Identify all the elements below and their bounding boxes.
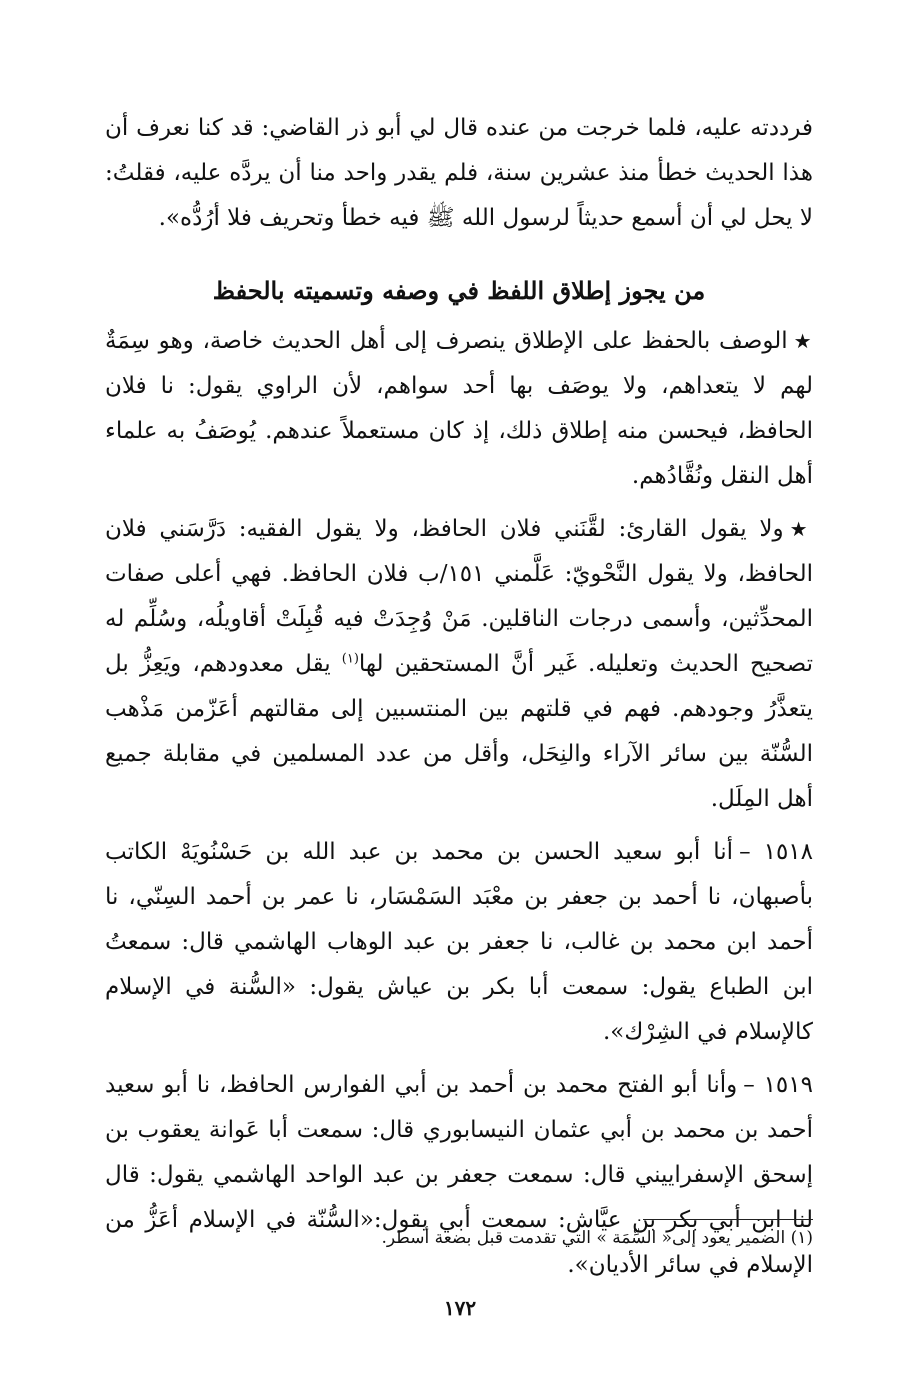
footnote-divider (643, 1219, 813, 1220)
page-number: ١٧٢ (443, 1296, 477, 1320)
hadith-text: أنا أبو سعيد الحسن بن محمد بن عبد الله بن حَسْنُويَهْ الكاتب بأصبهان، نا أحمد بن جعفر بن معْبَد السَمْسَار، نا عمر بن أحمد السِنّي، نا أحمد ابن محمد بن غالب، نا جعفر بن عبد الوهاب الهاشمي قال: سمعتُ ابن الطباع يقول: سمعت أبا بكر بن عياش يقول: «السُّنة في الإسلام كالإسلام في الشِرْك». (105, 839, 813, 1045)
hadith-1518 (105, 830, 813, 1055)
hadith-number: ١٥١٩ – (743, 1072, 813, 1098)
footnote-marker: (١) (341, 651, 359, 667)
footnote: (١) الضمير يعود إلى« السِّمَة » التي تقدمت قبل بضعة أسطر. (381, 1228, 813, 1248)
star-icon: ★ (789, 517, 813, 541)
intro-paragraph: فرددته عليه، فلما خرجت من عنده قال لي أبو ذر القاضي: قد كنا نعرف أن هذا الحديث خطأ منذ عشرين سنة، فلم يقدر واحد منا أن يردَّه عليه، فقلتُ: لا يحل لي أن أسمع حديثاً لرسول الله ﷺ فيه خطأ وتحريف فلا أرُدُّه». (105, 115, 813, 231)
paragraph-rank-text-b: يقل معدودهم، ويَعِزُّ بل يتعذَّرُ وجودهم. فهم في قلتهم بين المنتسبين إلى مقالتهم أعَزّمن مَذْهب السُّنّة بين سائر الآراء والنِحَل، وأقل من عدد المسلمين في مقابلة جميع أهل المِلَل. (105, 651, 813, 812)
page-body (105, 98, 813, 1288)
star-icon: ★ (793, 329, 813, 353)
hadith-text: وأنا أبو الفتح محمد بن أحمد بن أبي الفوارس الحافظ، نا أبو سعيد أحمد بن محمد بن أبي عثمان النيسابوري قال: سمعت أبا عَوانة يعقوب بن إسحق الإسفراييني قال: سمعت جعفر بن عبد الواحد الهاشمي يقول: قال لنا ابن أبي بكر بن عيَّاش: سمعت أبي يقول:«السُّنّة في الإسلام أعَزُّ من الإسلام في سائر الأديان». (105, 1072, 813, 1278)
hadith-1519 (105, 1063, 813, 1288)
section-heading: من يجوز إطلاق اللفظ في وصفه وتسميته بالحفظ (212, 276, 706, 305)
paragraph-hifz-description (105, 319, 813, 499)
paragraph-hifz-text: الوصف بالحفظ على الإطلاق ينصرف إلى أهل الحديث خاصة، وهو سِمَةٌ لهم لا يتعداهم، ولا يوصَف بها أحد سواهم، لأن الراوي يقول: نا فلان الحافظ، فيحسن منه إطلاق ذلك، إذ كان مستعملاً عندهم. يُوصَفُ به علماء أهل النقل ونُقَّادُهم. (105, 328, 813, 489)
hadith-number: ١٥١٨ – (739, 839, 814, 865)
paragraph-hifz-rank (105, 507, 813, 822)
paragraph-rank-text-a: ولا يقول القارئ: لقَّنَني فلان الحافظ، ولا يقول الفقيه: دَرَّسَني فلان الحافظ، ولا يقول النَّحْويّ: عَلَّمني ١٥١/ب فلان الحافظ. فهي أعلى صفات المحدِّثين، وأسمى درجات الناقلين. مَنْ وُجِدَتْ فيه قُبِلَتْ أقاويلُه، وسُلِّم له تصحيح الحديث وتعليله. غَير أنَّ المستحقين لها (105, 516, 813, 677)
